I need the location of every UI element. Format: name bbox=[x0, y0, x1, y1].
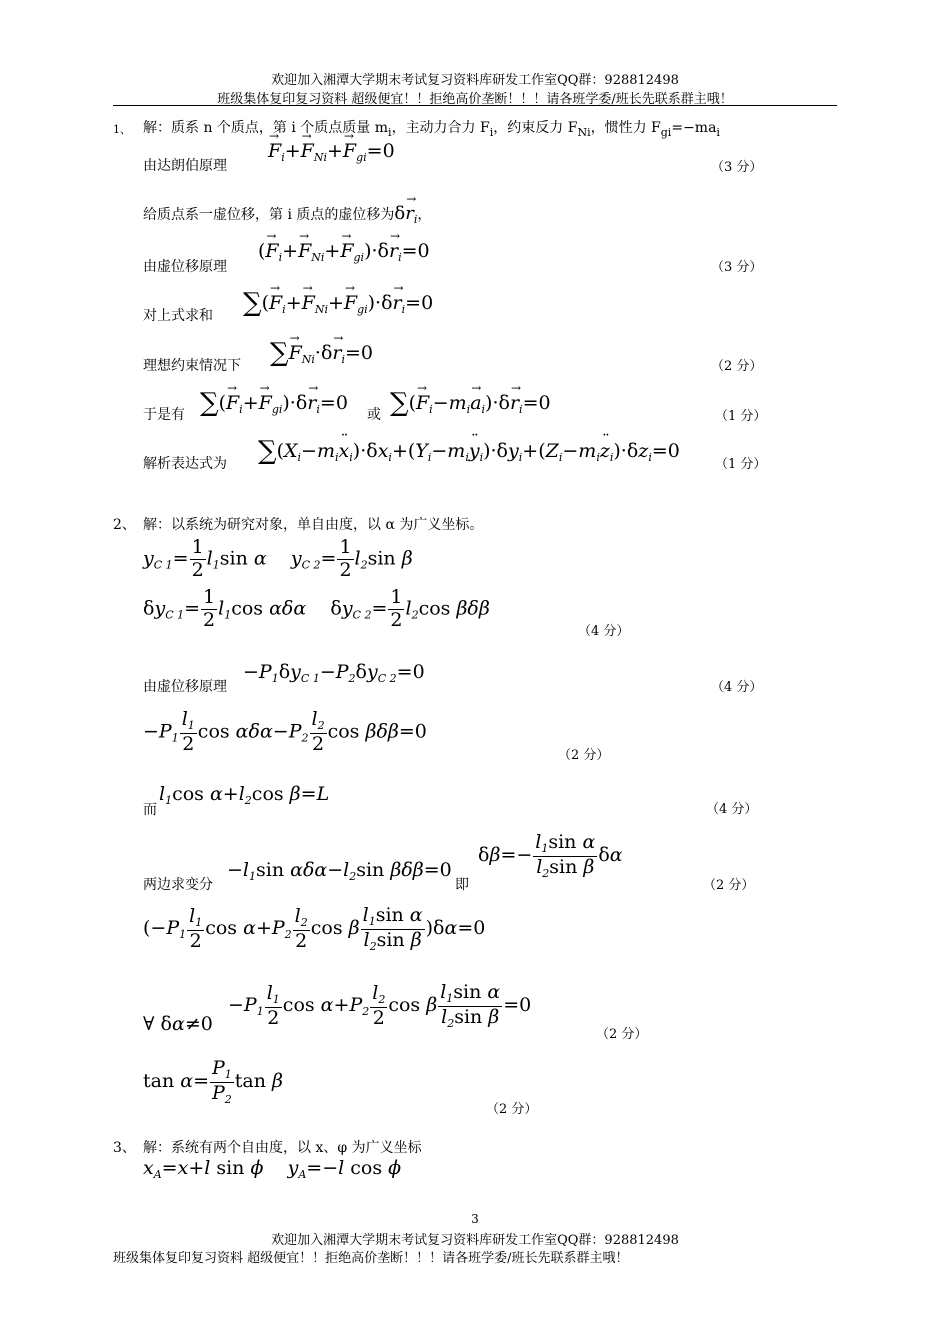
q1-intro: 解：质系 n 个质点，第 i 个质点质量 $m_i$，主动力合力 $F_i$，约束反力 $F_{Ni}$，惯性力 $F_{gi}=-ma_i$ bbox=[143, 120, 720, 139]
q1-score-7: （1 分） bbox=[715, 457, 767, 472]
q1-thus-label: 于是有 bbox=[143, 407, 185, 423]
q1-eq-or: ∑(→ $F_i-m_i\to a_i)\cdot\delta\to r_i=0$ bbox=[390, 388, 551, 418]
header-rule bbox=[113, 105, 837, 106]
header-line-2: 班级集体复印复习资料 超级便宜！！拒绝高价垄断！！！请各班学委/班长先联系群主哦！ bbox=[217, 92, 733, 107]
q1-score-5: （2 分） bbox=[711, 359, 763, 374]
q1-sum-label: 对上式求和 bbox=[143, 308, 213, 324]
q2-score-vp: （4 分） bbox=[711, 680, 763, 695]
q2-eq-dbeta: δβ=− $\frac{l_1\sin \alpha}{l_2\sin \beta}$ δα bbox=[478, 831, 623, 880]
q2-eq-combined: ($-P_1$ $\frac{l_1}{2}$ $\cos \alpha+P_2$ $\frac{l_2}{2}$ cos β $\frac{l_1\sin \alpha}{l_2\sin \beta}$ )δα=0 bbox=[143, 904, 486, 953]
q2-score-forall: （2 分） bbox=[596, 1027, 648, 1042]
q2-score-eq: （2 分） bbox=[558, 748, 610, 763]
q2-eq-vp: $-P_1\delta y_{C 1}-P_2\delta y_{C 2}=0$ bbox=[243, 661, 425, 685]
q1-score-3: （3 分） bbox=[711, 260, 763, 275]
q1-number: 1、 bbox=[113, 123, 131, 136]
q1-eq-ideal: ∑→ $F_{Ni}\cdot\delta\to r_i=0$ bbox=[270, 338, 373, 368]
q1-eq-analytic: $\sum(X_i-m_i¨$ $x_i)\cdot\delta x_i+(Y_i-m_i¨$ $y_i)\cdot\delta y_i+(Z_i-m_i¨$ $z_i)\cdot\delta z_i=0$ bbox=[258, 436, 680, 466]
q1-or-label: 或 bbox=[367, 407, 381, 423]
q1-ideal-label: 理想约束情况下 bbox=[143, 358, 241, 374]
q1-eq-thus: ∑(→ $F_i+\to F_{gi})\cdot\delta\to r_i=0$ bbox=[200, 388, 348, 418]
q1-dalembert-label: 由达朗伯原理 bbox=[143, 158, 227, 174]
q1-virtual-disp-label: 给质点系一虚位移，第 i 质点的虚位移为$\delta\to r_i$， bbox=[143, 203, 431, 226]
q1-score-6: （1 分） bbox=[715, 409, 767, 424]
q1-score-1: （3 分） bbox=[711, 160, 763, 175]
q2-eq-tan: tan α= $\frac{P_1}{P_2}$ tan β bbox=[143, 1057, 284, 1106]
q2-score-tan: （2 分） bbox=[486, 1102, 538, 1117]
q1-eq-sum: ∑(→ $F_i+\to F_{Ni}+\to F_{gi})\cdot\delta\to r_i=0$ bbox=[243, 288, 433, 318]
q2-ji-label: 即 bbox=[455, 877, 469, 893]
q2-eq-forall: ∀ δα≠0 bbox=[143, 1013, 213, 1035]
q2-number: 2、 bbox=[113, 517, 136, 533]
q2-score-er: （4 分） bbox=[706, 802, 758, 817]
q3-intro: 解：系统有两个自由度，以 x、φ 为广义坐标 bbox=[143, 1140, 422, 1156]
q2-eq-forall-result: $-P_1$ $\frac{l_1}{2}$ $\cos \alpha+P_2$ $\frac{l_2}{2}$ cos β $\frac{l_1\sin \alpha}{l_2\sin \beta}$ =0 bbox=[228, 981, 532, 1030]
q2-score-y: （4 分） bbox=[578, 624, 630, 639]
q2-score-var: （2 分） bbox=[703, 878, 755, 893]
page-number: 3 bbox=[471, 1212, 479, 1226]
q2-er-label: 而 bbox=[143, 802, 157, 818]
q2-vp-label: 由虚位移原理 bbox=[143, 679, 227, 695]
q1-vp-label: 由虚位移原理 bbox=[143, 259, 227, 275]
footer-line-1: 欢迎加入湘潭大学期末考试复习资料库研发工作室QQ群：928812498 bbox=[271, 1233, 679, 1248]
q2-eq-yc: $y_{C 1}=$ $\frac{1}{2}$ $l_1\sin$ α $y_{C 2}=$ $\frac{1}{2}$ $l_2\sin$ β bbox=[143, 536, 413, 581]
q1-analytic-label: 解析表达式为 bbox=[143, 456, 227, 472]
q2-intro: 解：以系统为研究对象，单自由度，以 α 为广义坐标。 bbox=[143, 517, 484, 533]
q2-var-label: 两边求变分 bbox=[143, 877, 213, 893]
q1-eq-dalembert: → $F_i+\to F_{Ni}+\to F_{gi}=0$ bbox=[268, 140, 395, 164]
q2-eq-expanded: $-P_1$ $\frac{l_1}{2}$ $\cos \alpha\delta\alpha-P_2$ $\frac{l_2}{2}$ cos βδβ=0 bbox=[143, 708, 427, 755]
q3-eq-xa-ya: $x_A=x+l$ sin ϕ $y_A=-l$ cos ϕ bbox=[143, 1157, 402, 1181]
q3-number: 3、 bbox=[113, 1140, 136, 1156]
q1-eq-vp: (→ $F_i+\to F_{Ni}+\to F_{gi})\cdot\delta\to r_i=0$ bbox=[258, 240, 430, 264]
q2-eq-constraint: $l_1\cos$ $\alpha+l_2\cos$ β=L bbox=[159, 783, 330, 807]
header-line-1: 欢迎加入湘潭大学期末考试复习资料库研发工作室QQ群：928812498 bbox=[271, 73, 679, 88]
footer-line-2: 班级集体复印复习资料 超级便宜！！拒绝高价垄断！！！请各班学委/班长先联系群主哦！ bbox=[113, 1251, 629, 1266]
q2-eq-variation: $-l_1\sin$ $\alpha\delta\alpha-l_2\sin$ βδβ=0 bbox=[227, 859, 452, 883]
q2-eq-dyc: $\delta y_{C 1}=$ $\frac{1}{2}$ $l_1\cos$ αδα $\delta y_{C 2}=$ $\frac{1}{2}$ $l_2\cos$ βδβ bbox=[143, 586, 490, 631]
